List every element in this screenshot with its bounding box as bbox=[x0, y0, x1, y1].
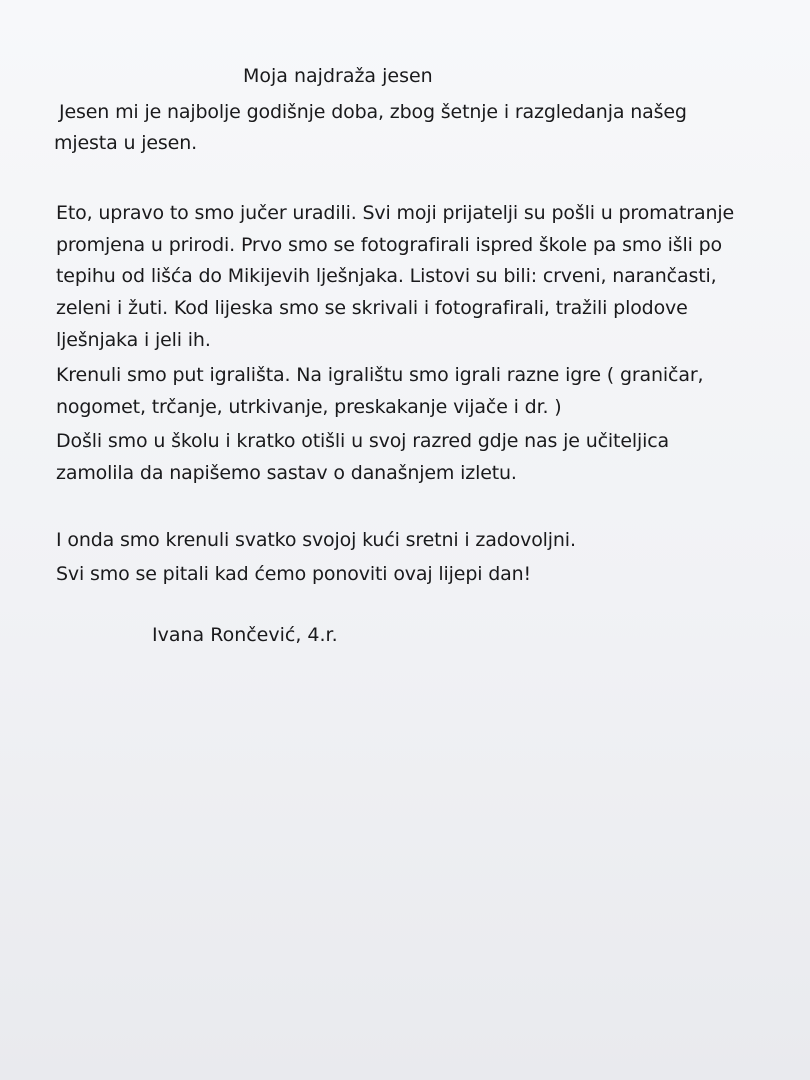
paragraph-3-line-1: I onda smo krenuli svatko svojoj kući sretni i zadovoljni. bbox=[56, 529, 576, 551]
paragraph-2-line-3: tepihu od lišća do Mikijevih lješnjaka. Listovi su bili: crveni, narančasti, bbox=[56, 265, 717, 287]
paragraph-2-line-7: nogomet, trčanje, utrkivanje, preskakanje vijače i dr. ) bbox=[56, 396, 562, 418]
paragraph-2-line-8: Došli smo u školu i kratko otišli u svoj razred gdje nas je učiteljica bbox=[56, 430, 670, 452]
document-title: Moja najdraža jesen bbox=[243, 65, 433, 87]
paragraph-2-line-4: zeleni i žuti. Kod lijeska smo se skrivali i fotografirali, tražili plodove bbox=[56, 297, 688, 319]
paragraph-2-line-5: lješnjaka i jeli ih. bbox=[56, 329, 211, 351]
paragraph-2-line-1: Eto, upravo to smo jučer uradili. Svi moji prijatelji su pošli u promatranje bbox=[56, 202, 735, 224]
paragraph-2-line-2: promjena u prirodi. Prvo smo se fotografirali ispred škole pa smo išli po bbox=[56, 234, 723, 256]
paragraph-1-line-2: mjesta u jesen. bbox=[54, 132, 197, 154]
paragraph-2-line-6: Krenuli smo put igrališta. Na igralištu smo igrali razne igre ( graničar, bbox=[56, 364, 704, 386]
paragraph-3-line-2: Svi smo se pitali kad ćemo ponoviti ovaj lijepi dan! bbox=[56, 563, 532, 585]
paragraph-2-line-9: zamolila da napišemo sastav o današnjem izletu. bbox=[56, 462, 517, 484]
signature: Ivana Rončević, 4.r. bbox=[152, 624, 338, 646]
paragraph-1-line-1: Jesen mi je najbolje godišnje doba, zbog šetnje i razgledanja našeg bbox=[59, 101, 687, 123]
